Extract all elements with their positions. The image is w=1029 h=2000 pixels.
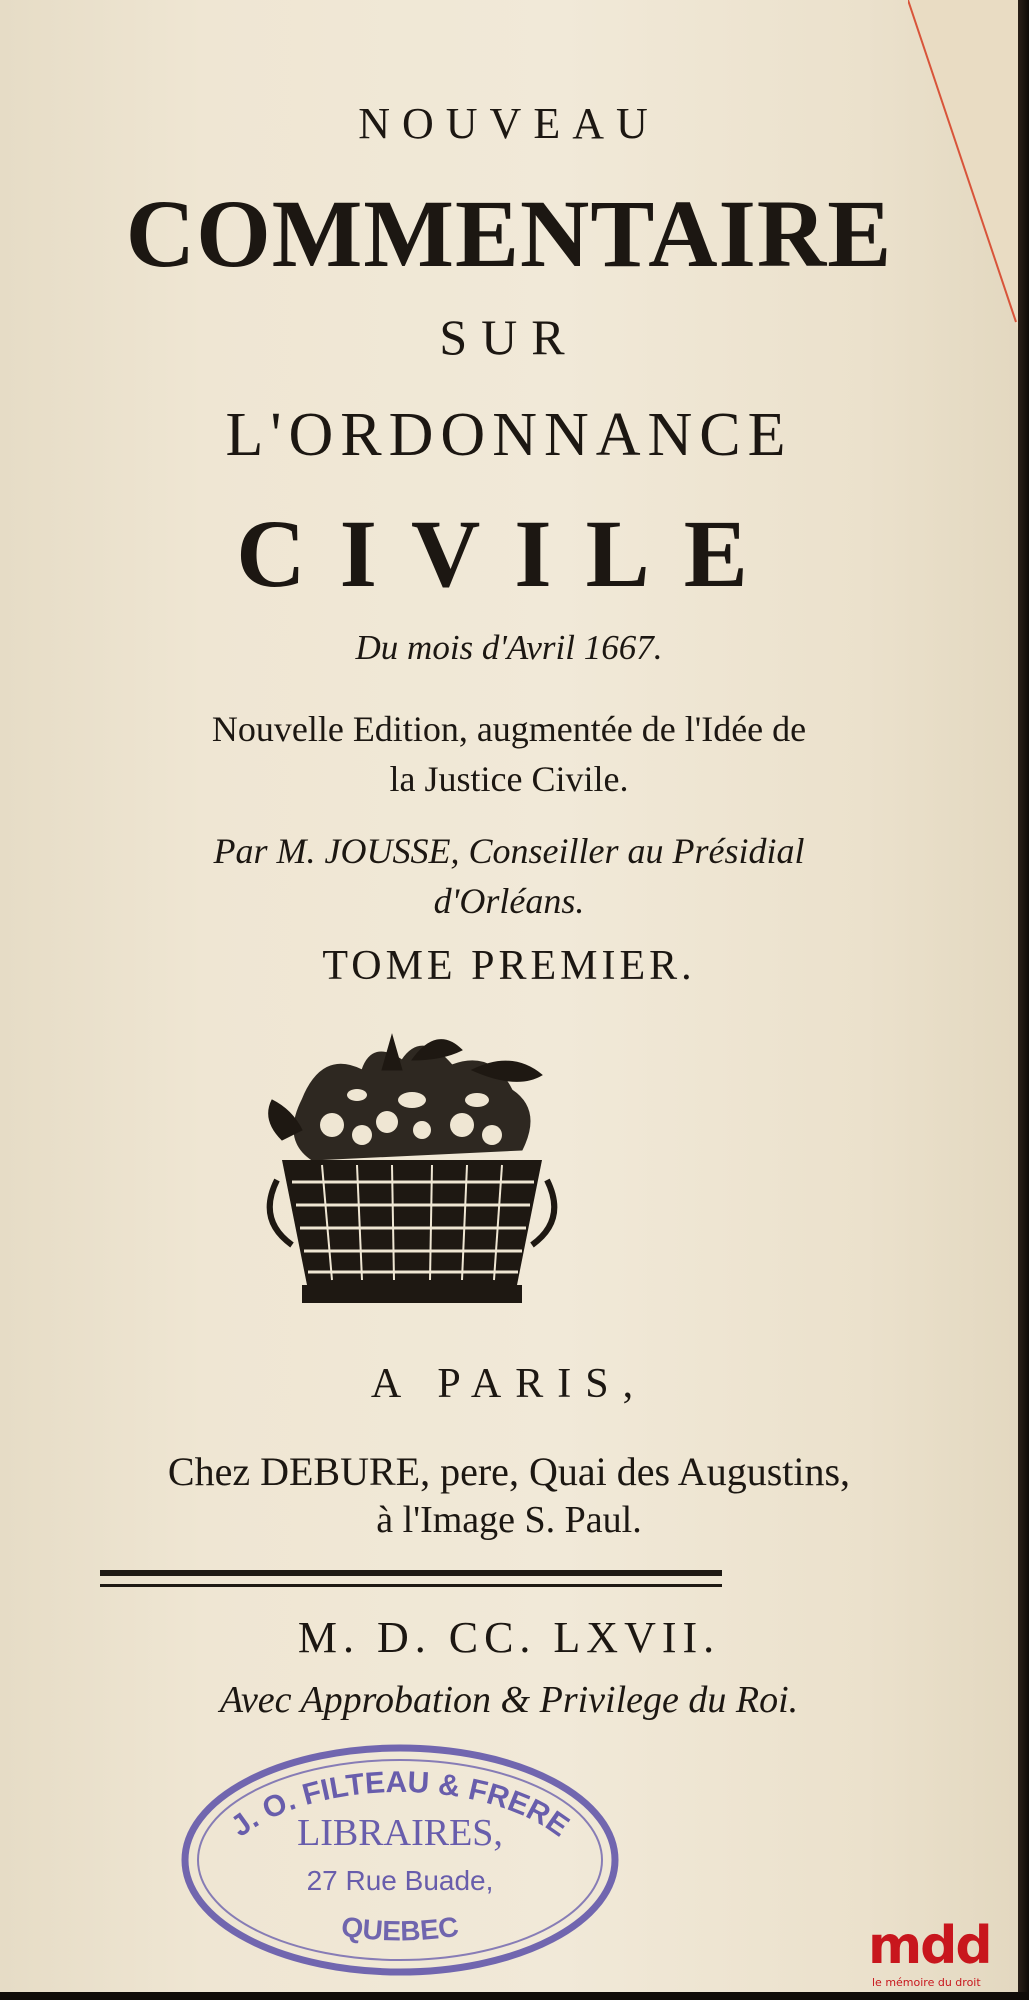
bookseller-stamp [150,1710,650,1980]
imprint-city: A PARIS, [370,1361,648,1407]
stamp-line-4: QUEBEC [339,1910,461,1947]
book-spine-edge [1018,0,1029,2000]
double-rule-bottom [100,1584,722,1587]
mdd-logo-tagline: le mémoire du droit [872,1976,981,1989]
date-line: Du mois d'Avril 1667. [355,628,663,667]
stamp-line-1: J. O. FILTEAU & FRERE [225,1765,575,1844]
stamp-line-2: LIBRAIRES, [297,1812,503,1854]
edition-line-2: la Justice Civile. [389,759,629,799]
stamp-line-3: 27 Rue Buade, [306,1865,494,1896]
edition-line-1: Nouvelle Edition, augmentée de l'Idée de [211,709,807,749]
mdd-logo [868,1918,1018,1992]
double-rule-top [100,1570,722,1576]
title-line-sur: SUR [439,309,579,365]
book-bottom-edge [0,1992,1029,2000]
publisher-line-2: à l'Image S. Paul. [376,1499,642,1541]
privilege-line: Avec Approbation & Privilege du Roi. [219,1679,799,1721]
imprint-year: M. D. CC. LXVII. [297,1613,721,1662]
publisher-line-1: Chez DEBURE, pere, Quai des Augustins, [167,1449,851,1494]
title-line-commentaire: COMMENTAIRE [125,180,893,287]
title-line-ordonnance: L'ORDONNANCE [225,401,793,469]
author-line-2: d'Orléans. [433,881,585,921]
volume-title: TOME PREMIER. [322,943,696,989]
title-line-civile: CIVILE [236,500,782,607]
fruit-basket-vignette [262,1030,562,1320]
svg-text:QUEBEC [339,1911,460,1947]
title-line-nouveau: NOUVEAU [358,99,660,148]
mdd-logo-mark: mdd [868,1916,991,1976]
author-line-1: Par M. JOUSSE, Conseiller au Présidial [213,831,805,871]
